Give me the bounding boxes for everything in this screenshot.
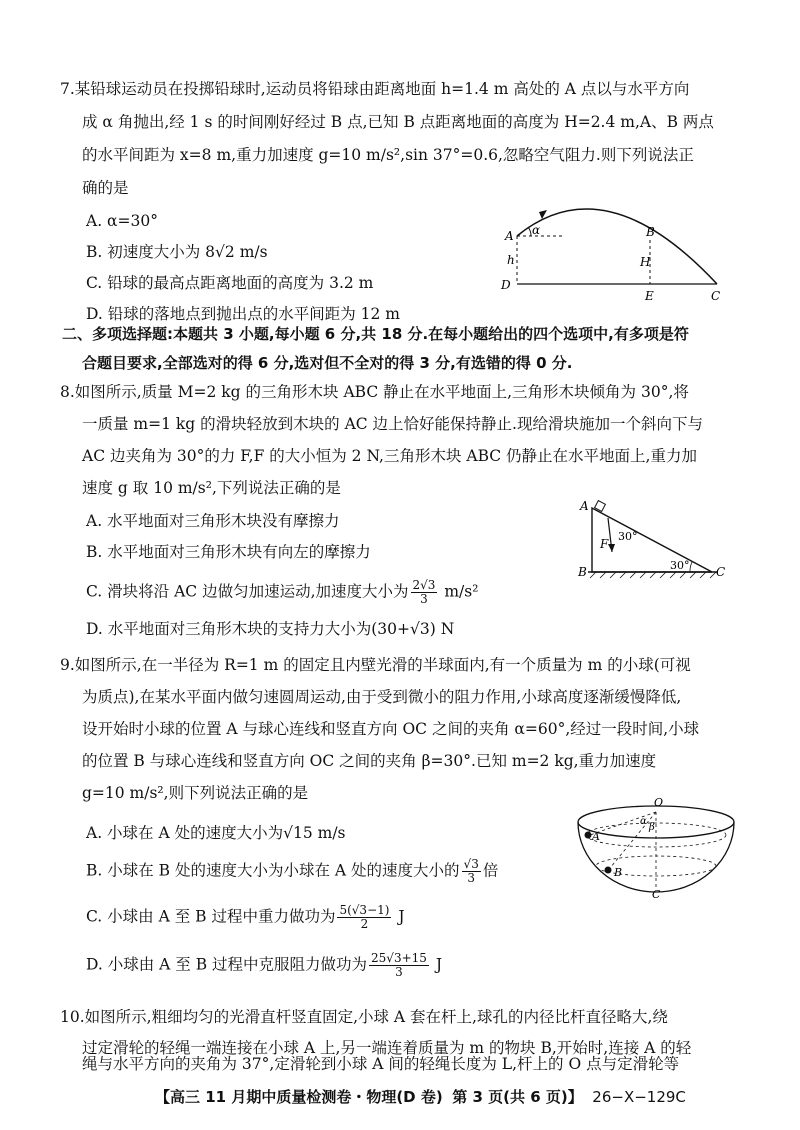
q9-hemisphere-figure	[572, 790, 742, 902]
q9-option-c-unit: J	[393, 907, 405, 926]
q9-option-b-unit: 倍	[482, 861, 499, 880]
q10-line-1: 10.如图所示,粗细均匀的光滑直杆竖直固定,小球 A 套在杆上,球孔的内径比杆直径略大,绕	[60, 1008, 668, 1026]
q9-option-d	[86, 952, 442, 979]
q8-line-2: 一质量 m=1 kg 的滑块轻放到木块的 AC 边上恰好能保持静止.现给滑块施加一个斜向下与	[82, 415, 703, 433]
q9-option-d-fraction	[369, 952, 429, 979]
q9-option-d-numerator: 25√3+15	[371, 951, 427, 965]
q8-angle-arc-c	[690, 562, 692, 572]
q7-trajectory-figure	[495, 192, 735, 304]
q9-label-beta: β	[649, 822, 655, 833]
q8-option-c-denominator: 3	[420, 592, 428, 606]
q9-line-1: 9.如图所示,在一半径为 R=1 m 的固定且内壁光滑的半球面内,有一个质量为 m 的小球(可视	[60, 656, 691, 674]
q9-option-b	[86, 858, 498, 885]
q9-label-o: O	[654, 796, 664, 809]
q7-label-alpha: α	[532, 223, 541, 237]
q8-label-c: C	[716, 565, 726, 579]
q7-option-a: A. α=30°	[86, 212, 158, 230]
q8-ground-hatching	[590, 572, 716, 578]
q8-label-angle-1: 30°	[618, 530, 638, 543]
q7-angle-arc	[528, 227, 531, 236]
q7-label-b: B	[646, 225, 655, 239]
section-2-header-line-1: 二、多项选择题:本题共 3 小题,每小题 6 分,共 18 分.在每小题给出的四个选项中,有多项是符	[62, 325, 689, 343]
q7-line-4: 确的是	[82, 179, 129, 197]
q8-option-c-text: C. 滑块将沿 AC 边做匀加速运动,加速度大小为	[86, 582, 409, 601]
footer-code: 26−X−129C	[592, 1088, 686, 1106]
q8-line-3: AC 边夹角为 30°的力 F,F 的大小恒为 2 N,三角形木块 ABC 仍静止在水平地面上,重力加	[82, 447, 697, 465]
q8-option-c-unit: m/s²	[439, 582, 479, 601]
q9-line-3: 设开始时小球的位置 A 与球心连线和竖直方向 OC 之间的夹角 α=60°,经过一段时间,小球	[82, 720, 700, 738]
q9-label-a: A	[592, 830, 600, 843]
q9-option-d-unit: J	[430, 955, 443, 974]
q9-ball-b	[605, 867, 612, 874]
q7-option-d: D. 铅球的落地点到抛出点的水平间距为 12 m	[86, 305, 401, 323]
q9-label-alpha: α	[640, 816, 647, 827]
q9-line-5: g=10 m/s²,则下列说法正确的是	[82, 784, 309, 802]
q8-line-4: 速度 g 取 10 m/s²,下列说法正确的是	[82, 479, 341, 497]
q9-option-c-denominator: 2	[360, 917, 369, 931]
q9-label-c: C	[652, 888, 661, 901]
q8-option-c-fraction	[411, 579, 438, 606]
q8-label-angle-2: 30°	[670, 559, 690, 572]
q9-option-c	[86, 904, 405, 931]
q8-incline-figure	[560, 494, 740, 586]
q9-option-c-text: C. 小球由 A 至 B 过程中重力做功为	[86, 907, 336, 926]
q9-option-a: A. 小球在 A 处的速度大小为√15 m/s	[86, 824, 346, 842]
q8-label-f: F	[600, 537, 609, 551]
q9-option-b-denominator: 3	[467, 871, 475, 885]
footer-page-number: 第 3 页(共 6 页)】	[452, 1088, 583, 1106]
q8-option-a: A. 水平地面对三角形木块没有摩擦力	[86, 512, 340, 530]
q9-option-c-numerator: 5(√3−1)	[339, 903, 390, 917]
section-2-header-line-2: 合题目要求,全部选对的得 6 分,选对但不全对的得 3 分,有选错的得 0 分.	[82, 354, 573, 372]
q9-line-4: 的位置 B 与球心连线和竖直方向 OC 之间的夹角 β=30°.已知 m=2 kg,重力加速度	[82, 752, 657, 770]
q10-line-3: 绳与水平方向的夹角为 37°,定滑轮到小球 A 间的轻绳长度为 L,杆上的 O 点与定滑轮等	[82, 1055, 680, 1073]
q8-force-f-arrow	[608, 544, 615, 552]
q7-label-c: C	[711, 289, 721, 303]
q7-option-c: C. 铅球的最高点距离地面的高度为 3.2 m	[86, 274, 374, 292]
q7-line-1: 7.某铅球运动员在投掷铅球时,运动员将铅球由距离地面 h=1.4 m 高处的 A 点以与水平方向	[60, 80, 690, 98]
q8-option-c	[86, 579, 478, 606]
q7-label-a: A	[505, 229, 514, 243]
q9-option-b-fraction	[462, 858, 481, 885]
q7-option-b: B. 初速度大小为 8√2 m/s	[86, 243, 268, 261]
q9-line-2: 为质点),在某水平面内做匀速圆周运动,由于受到微小的阻力作用,小球高度逐渐缓慢降低,	[82, 688, 682, 706]
q9-option-d-text: D. 小球由 A 至 B 过程中克服阻力做功为	[86, 955, 368, 974]
q9-ball-a	[585, 832, 592, 839]
footer-title: 【高三 11 月期中质量检测卷・物理(D 卷)	[155, 1088, 443, 1106]
q9-option-b-numerator: √3	[463, 857, 479, 871]
q7-label-h: h	[507, 253, 515, 267]
q8-label-a: A	[580, 499, 589, 513]
q8-line-1: 8.如图所示,质量 M=2 kg 的三角形木块 ABC 静止在水平地面上,三角形木块倾角为 30°,将	[60, 383, 689, 401]
q9-option-b-text: B. 小球在 B 处的速度大小为小球在 A 处的速度大小的	[86, 861, 460, 880]
q8-label-b: B	[578, 565, 587, 579]
q7-label-e: E	[645, 289, 654, 303]
q9-option-c-fraction	[337, 904, 391, 931]
q7-line-3: 的水平间距为 x=8 m,重力加速度 g=10 m/s²,sin 37°=0.6,忽略空气阻力.则下列说法正	[82, 146, 694, 164]
q8-option-c-numerator: 2√3	[412, 578, 436, 592]
q10-line-2: 过定滑轮的轻绳一端连接在小球 A 上,另一端连着质量为 m 的物块 B,开始时,连接 A 的轻	[82, 1039, 692, 1057]
q7-trajectory-curve	[517, 209, 717, 284]
q7-label-d: D	[501, 278, 511, 292]
q8-option-b: B. 水平地面对三角形木块有向左的摩擦力	[86, 543, 371, 561]
q9-option-d-denominator: 3	[395, 965, 403, 979]
page-footer	[155, 1086, 686, 1107]
q7-label-H: H	[640, 255, 651, 269]
q7-line-2: 成 α 角抛出,经 1 s 的时间刚好经过 B 点,已知 B 点距离地面的高度为 H=2.4 m,A、B 两点	[82, 113, 714, 131]
q8-option-d: D. 水平地面对三角形木块的支持力大小为(30+√3) N	[86, 620, 455, 638]
q9-rim-ellipse	[578, 806, 734, 838]
q9-label-b: B	[614, 866, 623, 879]
